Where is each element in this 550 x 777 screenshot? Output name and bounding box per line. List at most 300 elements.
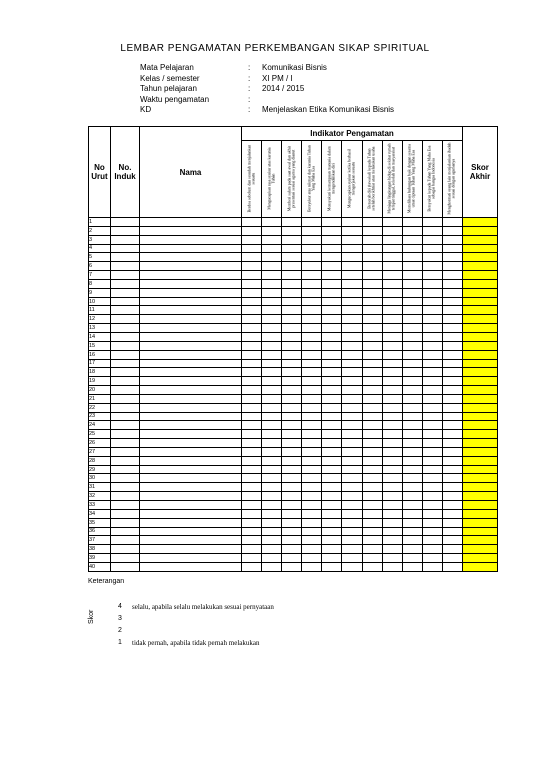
indicator-cell[interactable] (442, 447, 462, 456)
indicator-cell[interactable] (382, 509, 402, 518)
indicator-cell[interactable] (382, 324, 402, 333)
skor-akhir-cell[interactable] (463, 447, 498, 456)
indicator-cell[interactable] (382, 501, 402, 510)
indicator-cell[interactable] (322, 465, 342, 474)
indicator-cell[interactable] (262, 226, 282, 235)
indicator-cell[interactable] (302, 315, 322, 324)
indicator-cell[interactable] (402, 501, 422, 510)
indicator-cell[interactable] (282, 562, 302, 571)
indicator-cell[interactable] (362, 315, 382, 324)
indicator-cell[interactable] (362, 271, 382, 280)
skor-akhir-cell[interactable] (463, 403, 498, 412)
indicator-cell[interactable] (442, 527, 462, 536)
no-induk-cell[interactable] (111, 332, 140, 341)
indicator-cell[interactable] (322, 518, 342, 527)
indicator-cell[interactable] (342, 368, 362, 377)
indicator-cell[interactable] (442, 456, 462, 465)
indicator-cell[interactable] (262, 341, 282, 350)
indicator-cell[interactable] (422, 509, 442, 518)
indicator-cell[interactable] (242, 439, 262, 448)
indicator-cell[interactable] (422, 386, 442, 395)
indicator-cell[interactable] (402, 536, 422, 545)
indicator-cell[interactable] (422, 244, 442, 253)
indicator-cell[interactable] (342, 226, 362, 235)
nama-cell[interactable] (140, 412, 242, 421)
nama-cell[interactable] (140, 297, 242, 306)
indicator-cell[interactable] (442, 350, 462, 359)
no-induk-cell[interactable] (111, 412, 140, 421)
indicator-cell[interactable] (302, 262, 322, 271)
nama-cell[interactable] (140, 527, 242, 536)
indicator-cell[interactable] (402, 226, 422, 235)
indicator-cell[interactable] (242, 235, 262, 244)
indicator-cell[interactable] (302, 324, 322, 333)
no-induk-cell[interactable] (111, 386, 140, 395)
indicator-cell[interactable] (422, 403, 442, 412)
skor-akhir-cell[interactable] (463, 562, 498, 571)
no-induk-cell[interactable] (111, 279, 140, 288)
indicator-cell[interactable] (282, 545, 302, 554)
skor-akhir-cell[interactable] (463, 253, 498, 262)
indicator-cell[interactable] (262, 430, 282, 439)
indicator-cell[interactable] (342, 253, 362, 262)
indicator-cell[interactable] (262, 492, 282, 501)
indicator-cell[interactable] (382, 421, 402, 430)
indicator-cell[interactable] (402, 527, 422, 536)
indicator-cell[interactable] (302, 412, 322, 421)
indicator-cell[interactable] (282, 332, 302, 341)
indicator-cell[interactable] (362, 279, 382, 288)
indicator-cell[interactable] (422, 527, 442, 536)
indicator-cell[interactable] (242, 509, 262, 518)
indicator-cell[interactable] (322, 271, 342, 280)
indicator-cell[interactable] (342, 412, 362, 421)
indicator-cell[interactable] (262, 447, 282, 456)
nama-cell[interactable] (140, 456, 242, 465)
indicator-cell[interactable] (242, 306, 262, 315)
indicator-cell[interactable] (282, 288, 302, 297)
indicator-cell[interactable] (402, 483, 422, 492)
skor-akhir-cell[interactable] (463, 545, 498, 554)
indicator-cell[interactable] (362, 421, 382, 430)
skor-akhir-cell[interactable] (463, 465, 498, 474)
skor-akhir-cell[interactable] (463, 262, 498, 271)
indicator-cell[interactable] (242, 271, 262, 280)
indicator-cell[interactable] (322, 244, 342, 253)
no-induk-cell[interactable] (111, 271, 140, 280)
indicator-cell[interactable] (282, 465, 302, 474)
indicator-cell[interactable] (442, 492, 462, 501)
indicator-cell[interactable] (322, 315, 342, 324)
indicator-cell[interactable] (342, 509, 362, 518)
indicator-cell[interactable] (302, 218, 322, 227)
indicator-cell[interactable] (442, 262, 462, 271)
indicator-cell[interactable] (382, 253, 402, 262)
indicator-cell[interactable] (402, 341, 422, 350)
indicator-cell[interactable] (302, 297, 322, 306)
indicator-cell[interactable] (302, 394, 322, 403)
indicator-cell[interactable] (282, 483, 302, 492)
indicator-cell[interactable] (282, 341, 302, 350)
nama-cell[interactable] (140, 235, 242, 244)
indicator-cell[interactable] (362, 350, 382, 359)
indicator-cell[interactable] (422, 226, 442, 235)
nama-cell[interactable] (140, 394, 242, 403)
indicator-cell[interactable] (282, 509, 302, 518)
indicator-cell[interactable] (342, 492, 362, 501)
indicator-cell[interactable] (342, 332, 362, 341)
nama-cell[interactable] (140, 474, 242, 483)
indicator-cell[interactable] (322, 421, 342, 430)
indicator-cell[interactable] (402, 394, 422, 403)
indicator-cell[interactable] (442, 403, 462, 412)
indicator-cell[interactable] (322, 527, 342, 536)
indicator-cell[interactable] (342, 527, 362, 536)
indicator-cell[interactable] (322, 377, 342, 386)
indicator-cell[interactable] (342, 447, 362, 456)
indicator-cell[interactable] (362, 244, 382, 253)
indicator-cell[interactable] (242, 527, 262, 536)
skor-akhir-cell[interactable] (463, 509, 498, 518)
indicator-cell[interactable] (362, 297, 382, 306)
skor-akhir-cell[interactable] (463, 554, 498, 563)
indicator-cell[interactable] (282, 368, 302, 377)
no-induk-cell[interactable] (111, 536, 140, 545)
indicator-cell[interactable] (242, 359, 262, 368)
indicator-cell[interactable] (382, 386, 402, 395)
indicator-cell[interactable] (342, 271, 362, 280)
indicator-cell[interactable] (362, 377, 382, 386)
indicator-cell[interactable] (302, 244, 322, 253)
indicator-cell[interactable] (242, 554, 262, 563)
indicator-cell[interactable] (322, 332, 342, 341)
indicator-cell[interactable] (422, 271, 442, 280)
indicator-cell[interactable] (302, 501, 322, 510)
indicator-cell[interactable] (322, 350, 342, 359)
indicator-cell[interactable] (262, 562, 282, 571)
indicator-cell[interactable] (422, 262, 442, 271)
indicator-cell[interactable] (342, 403, 362, 412)
indicator-cell[interactable] (402, 262, 422, 271)
indicator-cell[interactable] (362, 235, 382, 244)
skor-akhir-cell[interactable] (463, 386, 498, 395)
indicator-cell[interactable] (342, 324, 362, 333)
indicator-cell[interactable] (242, 394, 262, 403)
indicator-cell[interactable] (322, 288, 342, 297)
indicator-cell[interactable] (322, 341, 342, 350)
indicator-cell[interactable] (342, 421, 362, 430)
indicator-cell[interactable] (322, 253, 342, 262)
nama-cell[interactable] (140, 492, 242, 501)
no-induk-cell[interactable] (111, 324, 140, 333)
indicator-cell[interactable] (422, 439, 442, 448)
indicator-cell[interactable] (302, 527, 322, 536)
indicator-cell[interactable] (242, 377, 262, 386)
indicator-cell[interactable] (442, 439, 462, 448)
skor-akhir-cell[interactable] (463, 421, 498, 430)
indicator-cell[interactable] (262, 509, 282, 518)
indicator-cell[interactable] (402, 315, 422, 324)
indicator-cell[interactable] (422, 562, 442, 571)
no-induk-cell[interactable] (111, 377, 140, 386)
indicator-cell[interactable] (362, 465, 382, 474)
nama-cell[interactable] (140, 226, 242, 235)
indicator-cell[interactable] (362, 332, 382, 341)
indicator-cell[interactable] (322, 492, 342, 501)
indicator-cell[interactable] (302, 447, 322, 456)
skor-akhir-cell[interactable] (463, 324, 498, 333)
indicator-cell[interactable] (422, 447, 442, 456)
indicator-cell[interactable] (402, 253, 422, 262)
indicator-cell[interactable] (262, 315, 282, 324)
indicator-cell[interactable] (262, 501, 282, 510)
indicator-cell[interactable] (322, 279, 342, 288)
indicator-cell[interactable] (382, 332, 402, 341)
indicator-cell[interactable] (362, 536, 382, 545)
nama-cell[interactable] (140, 262, 242, 271)
indicator-cell[interactable] (422, 368, 442, 377)
indicator-cell[interactable] (342, 235, 362, 244)
indicator-cell[interactable] (422, 456, 442, 465)
indicator-cell[interactable] (382, 341, 402, 350)
indicator-cell[interactable] (322, 368, 342, 377)
no-induk-cell[interactable] (111, 554, 140, 563)
indicator-cell[interactable] (442, 359, 462, 368)
indicator-cell[interactable] (422, 545, 442, 554)
indicator-cell[interactable] (342, 439, 362, 448)
indicator-cell[interactable] (242, 226, 262, 235)
indicator-cell[interactable] (302, 226, 322, 235)
nama-cell[interactable] (140, 271, 242, 280)
indicator-cell[interactable] (242, 501, 262, 510)
nama-cell[interactable] (140, 279, 242, 288)
indicator-cell[interactable] (442, 483, 462, 492)
indicator-cell[interactable] (442, 279, 462, 288)
indicator-cell[interactable] (382, 518, 402, 527)
nama-cell[interactable] (140, 359, 242, 368)
indicator-cell[interactable] (262, 262, 282, 271)
indicator-cell[interactable] (442, 465, 462, 474)
indicator-cell[interactable] (262, 412, 282, 421)
indicator-cell[interactable] (342, 262, 362, 271)
nama-cell[interactable] (140, 421, 242, 430)
indicator-cell[interactable] (262, 244, 282, 253)
indicator-cell[interactable] (422, 394, 442, 403)
indicator-cell[interactable] (282, 501, 302, 510)
indicator-cell[interactable] (302, 279, 322, 288)
indicator-cell[interactable] (362, 394, 382, 403)
indicator-cell[interactable] (342, 430, 362, 439)
indicator-cell[interactable] (302, 235, 322, 244)
indicator-cell[interactable] (302, 554, 322, 563)
indicator-cell[interactable] (262, 253, 282, 262)
indicator-cell[interactable] (282, 447, 302, 456)
indicator-cell[interactable] (402, 474, 422, 483)
indicator-cell[interactable] (362, 545, 382, 554)
indicator-cell[interactable] (302, 271, 322, 280)
indicator-cell[interactable] (262, 324, 282, 333)
indicator-cell[interactable] (342, 545, 362, 554)
indicator-cell[interactable] (422, 501, 442, 510)
skor-akhir-cell[interactable] (463, 315, 498, 324)
indicator-cell[interactable] (282, 403, 302, 412)
indicator-cell[interactable] (302, 253, 322, 262)
indicator-cell[interactable] (302, 350, 322, 359)
indicator-cell[interactable] (282, 527, 302, 536)
indicator-cell[interactable] (322, 474, 342, 483)
indicator-cell[interactable] (282, 377, 302, 386)
indicator-cell[interactable] (382, 359, 402, 368)
indicator-cell[interactable] (302, 430, 322, 439)
indicator-cell[interactable] (422, 377, 442, 386)
skor-akhir-cell[interactable] (463, 271, 498, 280)
indicator-cell[interactable] (342, 350, 362, 359)
indicator-cell[interactable] (342, 518, 362, 527)
indicator-cell[interactable] (342, 377, 362, 386)
indicator-cell[interactable] (422, 332, 442, 341)
indicator-cell[interactable] (362, 518, 382, 527)
indicator-cell[interactable] (322, 359, 342, 368)
skor-akhir-cell[interactable] (463, 306, 498, 315)
indicator-cell[interactable] (402, 218, 422, 227)
indicator-cell[interactable] (402, 271, 422, 280)
indicator-cell[interactable] (242, 244, 262, 253)
indicator-cell[interactable] (242, 465, 262, 474)
no-induk-cell[interactable] (111, 359, 140, 368)
indicator-cell[interactable] (362, 262, 382, 271)
indicator-cell[interactable] (442, 226, 462, 235)
indicator-cell[interactable] (302, 439, 322, 448)
skor-akhir-cell[interactable] (463, 359, 498, 368)
indicator-cell[interactable] (422, 288, 442, 297)
indicator-cell[interactable] (282, 412, 302, 421)
indicator-cell[interactable] (302, 403, 322, 412)
skor-akhir-cell[interactable] (463, 518, 498, 527)
indicator-cell[interactable] (382, 492, 402, 501)
skor-akhir-cell[interactable] (463, 297, 498, 306)
no-induk-cell[interactable] (111, 262, 140, 271)
indicator-cell[interactable] (282, 439, 302, 448)
indicator-cell[interactable] (382, 394, 402, 403)
indicator-cell[interactable] (322, 324, 342, 333)
no-induk-cell[interactable] (111, 341, 140, 350)
indicator-cell[interactable] (302, 368, 322, 377)
indicator-cell[interactable] (382, 536, 402, 545)
indicator-cell[interactable] (282, 518, 302, 527)
indicator-cell[interactable] (402, 235, 422, 244)
indicator-cell[interactable] (442, 562, 462, 571)
indicator-cell[interactable] (302, 386, 322, 395)
no-induk-cell[interactable] (111, 447, 140, 456)
skor-akhir-cell[interactable] (463, 218, 498, 227)
indicator-cell[interactable] (402, 297, 422, 306)
skor-akhir-cell[interactable] (463, 341, 498, 350)
no-induk-cell[interactable] (111, 562, 140, 571)
indicator-cell[interactable] (422, 518, 442, 527)
indicator-cell[interactable] (242, 447, 262, 456)
indicator-cell[interactable] (242, 279, 262, 288)
indicator-cell[interactable] (322, 545, 342, 554)
indicator-cell[interactable] (322, 412, 342, 421)
indicator-cell[interactable] (422, 341, 442, 350)
indicator-cell[interactable] (282, 279, 302, 288)
indicator-cell[interactable] (362, 492, 382, 501)
indicator-cell[interactable] (322, 430, 342, 439)
indicator-cell[interactable] (402, 465, 422, 474)
skor-akhir-cell[interactable] (463, 394, 498, 403)
indicator-cell[interactable] (302, 377, 322, 386)
indicator-cell[interactable] (382, 545, 402, 554)
indicator-cell[interactable] (302, 492, 322, 501)
no-induk-cell[interactable] (111, 235, 140, 244)
indicator-cell[interactable] (382, 377, 402, 386)
indicator-cell[interactable] (402, 509, 422, 518)
nama-cell[interactable] (140, 554, 242, 563)
indicator-cell[interactable] (282, 430, 302, 439)
skor-akhir-cell[interactable] (463, 279, 498, 288)
indicator-cell[interactable] (262, 439, 282, 448)
indicator-cell[interactable] (422, 536, 442, 545)
skor-akhir-cell[interactable] (463, 492, 498, 501)
indicator-cell[interactable] (282, 474, 302, 483)
indicator-cell[interactable] (342, 554, 362, 563)
indicator-cell[interactable] (282, 306, 302, 315)
no-induk-cell[interactable] (111, 297, 140, 306)
indicator-cell[interactable] (262, 359, 282, 368)
indicator-cell[interactable] (362, 412, 382, 421)
indicator-cell[interactable] (382, 226, 402, 235)
indicator-cell[interactable] (262, 421, 282, 430)
indicator-cell[interactable] (422, 297, 442, 306)
indicator-cell[interactable] (442, 474, 462, 483)
indicator-cell[interactable] (442, 253, 462, 262)
no-induk-cell[interactable] (111, 439, 140, 448)
indicator-cell[interactable] (362, 430, 382, 439)
indicator-cell[interactable] (442, 430, 462, 439)
indicator-cell[interactable] (382, 306, 402, 315)
indicator-cell[interactable] (302, 421, 322, 430)
indicator-cell[interactable] (262, 271, 282, 280)
indicator-cell[interactable] (262, 465, 282, 474)
indicator-cell[interactable] (442, 412, 462, 421)
indicator-cell[interactable] (322, 536, 342, 545)
indicator-cell[interactable] (262, 403, 282, 412)
indicator-cell[interactable] (322, 235, 342, 244)
skor-akhir-cell[interactable] (463, 456, 498, 465)
indicator-cell[interactable] (442, 554, 462, 563)
nama-cell[interactable] (140, 350, 242, 359)
indicator-cell[interactable] (442, 501, 462, 510)
indicator-cell[interactable] (442, 545, 462, 554)
no-induk-cell[interactable] (111, 501, 140, 510)
indicator-cell[interactable] (242, 562, 262, 571)
skor-akhir-cell[interactable] (463, 368, 498, 377)
indicator-cell[interactable] (382, 262, 402, 271)
indicator-cell[interactable] (362, 527, 382, 536)
indicator-cell[interactable] (342, 394, 362, 403)
indicator-cell[interactable] (242, 483, 262, 492)
indicator-cell[interactable] (442, 377, 462, 386)
indicator-cell[interactable] (262, 218, 282, 227)
indicator-cell[interactable] (362, 509, 382, 518)
indicator-cell[interactable] (422, 350, 442, 359)
nama-cell[interactable] (140, 439, 242, 448)
indicator-cell[interactable] (402, 279, 422, 288)
indicator-cell[interactable] (282, 324, 302, 333)
indicator-cell[interactable] (282, 394, 302, 403)
indicator-cell[interactable] (402, 421, 422, 430)
indicator-cell[interactable] (402, 359, 422, 368)
